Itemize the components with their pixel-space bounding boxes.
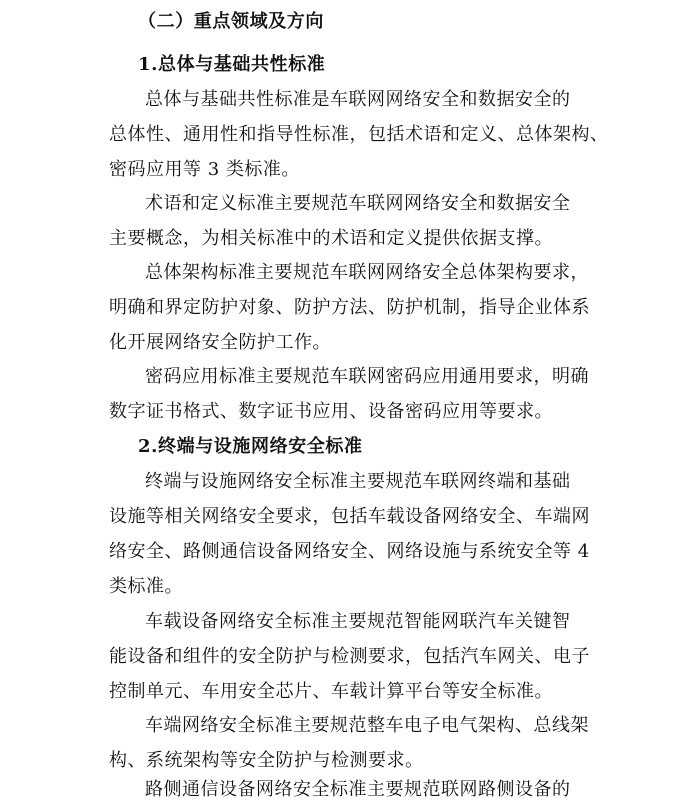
- paragraph-5-line-2: 设施等相关网络安全要求，包括车载设备网络安全、车端网: [109, 506, 590, 527]
- paragraph-2-line-1: 术语和定义标准主要规范车联网网络安全和数据安全: [145, 193, 571, 214]
- section-title: （二）重点领域及方向: [138, 11, 324, 32]
- paragraph-7-line-1: 车端网络安全标准主要规范整车电子电气架构、总线架: [145, 715, 589, 736]
- subsection-title-1: 1.总体与基础共性标准: [138, 54, 326, 75]
- paragraph-6-line-1: 车载设备网络安全标准主要规范智能网联汽车关键智: [145, 611, 571, 632]
- paragraph-8-line-1: 路侧通信设备网络安全标准主要规范联网路侧设备的: [145, 779, 571, 800]
- paragraph-1-line-1: 总体与基础共性标准是车联网网络安全和数据安全的: [145, 89, 571, 110]
- paragraph-4-line-1: 密码应用标准主要规范车联网密码应用通用要求，明确: [145, 366, 589, 387]
- paragraph-6-line-2: 能设备和组件的安全防护与检测要求，包括汽车网关、电子: [109, 646, 590, 667]
- paragraph-1-line-3: 密码应用等 3 类标准。: [109, 159, 300, 180]
- paragraph-5-line-3: 络安全、路侧通信设备网络安全、网络设施与系统安全等 4: [109, 541, 590, 562]
- paragraph-6-line-3: 控制单元、车用安全芯片、车载计算平台等安全标准。: [109, 681, 553, 702]
- paragraph-2-line-2: 主要概念，为相关标准中的术语和定义提供依据支撑。: [109, 228, 553, 249]
- paragraph-3-line-2: 明确和界定防护对象、防护方法、防护机制，指导企业体系: [109, 297, 590, 318]
- paragraph-7-line-2: 构、系统架构等安全防护与检测要求。: [109, 750, 424, 771]
- paragraph-3-line-1: 总体架构标准主要规范车联网网络安全总体架构要求，: [145, 262, 589, 283]
- paragraph-5-line-4: 类标准。: [109, 576, 183, 597]
- paragraph-1-line-2: 总体性、通用性和指导性标准，包括术语和定义、总体架构、: [109, 124, 609, 145]
- paragraph-3-line-3: 化开展网络安全防护工作。: [109, 332, 331, 353]
- paragraph-5-line-1: 终端与设施网络安全标准主要规范车联网终端和基础: [145, 471, 571, 492]
- subsection-title-2: 2.终端与设施网络安全标准: [138, 436, 363, 457]
- paragraph-4-line-2: 数字证书格式、数字证书应用、设备密码应用等要求。: [109, 401, 553, 422]
